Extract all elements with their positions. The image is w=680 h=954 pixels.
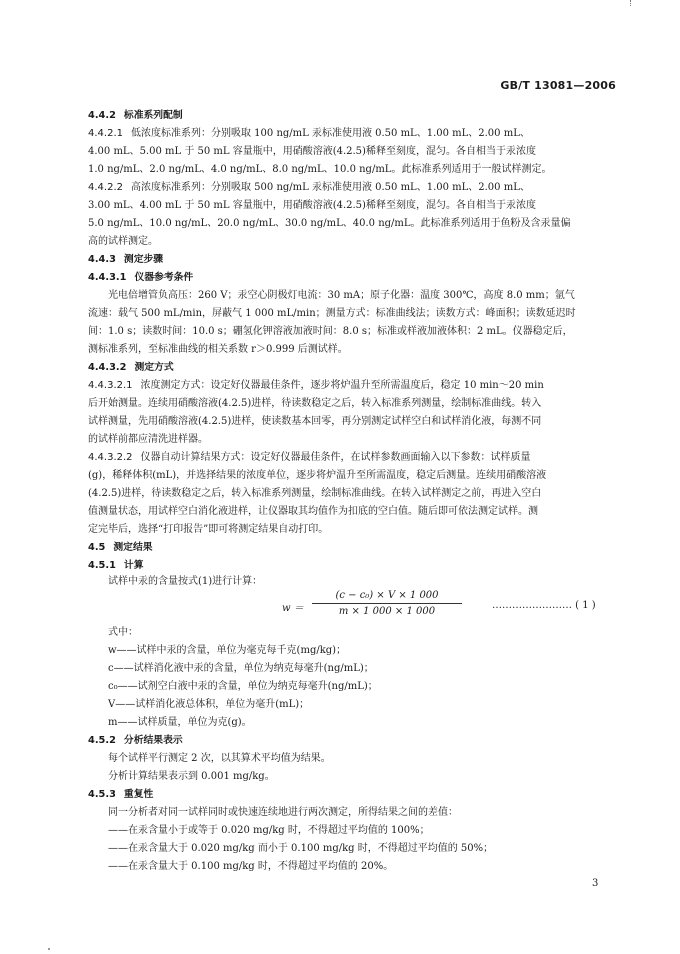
paragraph-line: 同一分析者对同一试样同时或快速连续地进行两次测定，所得结果之间的差值： <box>108 807 458 818</box>
section-title: 重复性 <box>123 789 154 800</box>
definition-line: V——试样消化液总体积，单位为毫升(mL)； <box>108 699 310 710</box>
section-number: 4.5.1 <box>88 560 116 571</box>
paragraph-line: 1.0 ng/mL、2.0 ng/mL、4.0 ng/mL、8.0 ng/mL、10.0 ng/mL。此标准系列适用于一般试样测定。 <box>88 164 552 175</box>
section-number: 4.4.3.1 <box>88 272 127 283</box>
definition-line: m——试样质量，单位为克(g)。 <box>108 717 252 728</box>
section-title: 测定方式 <box>134 362 174 373</box>
scan-dot <box>48 948 50 950</box>
page-number: 3 <box>592 878 599 889</box>
section-title: 测定结果 <box>113 542 153 553</box>
paragraph-line <box>88 128 608 140</box>
paragraph-line <box>88 380 608 392</box>
paragraph-line: 3.00 mL、4.00 mL 于 50 mL 容量瓶中，用硝酸溶液(4.2.5)稀释至刻度，混匀。各自相当于汞浓度 <box>88 200 536 211</box>
paragraph-line: 5.0 ng/mL、10.0 ng/mL、20.0 ng/mL、30.0 ng/mL、40.0 ng/mL。此标准系列适用于鱼粉及含汞量偏 <box>88 218 571 229</box>
definition-line: w——试样中汞的含量，单位为毫克每千克(mg/kg)； <box>108 645 347 656</box>
paragraph-line: (4.2.5)进样，待读数稳定之后，转入标准系列测量，绘制标准曲线。在转入试样测定之前，再进入空白 <box>88 488 542 499</box>
definition-line: c₀——试剂空白液中汞的含量，单位为纳克每毫升(ng/mL)； <box>108 681 378 692</box>
list-item: ——在汞含量大于 0.020 mg/kg 而小于 0.100 mg/kg 时，不得超过平均值的 50%； <box>108 843 494 854</box>
paragraph-line: 流速：载气 500 mL/min，屏蔽气 1 000 mL/min；测量方式：标准曲线法；读数方式：峰面积；读数延迟时 <box>88 308 576 319</box>
paragraph-line: 测标准系列，至标准曲线的相关系数 r＞0.999 后测试样。 <box>88 344 348 355</box>
formula-lhs: w ＝ <box>282 603 304 614</box>
formula-numerator: (c − c₀) × V × 1 000 <box>312 590 462 604</box>
paragraph-line: 高的试样测定。 <box>88 236 158 247</box>
equation-number: …………………… ( 1 ) <box>492 600 596 611</box>
section-heading-4-5 <box>88 542 608 554</box>
section-heading-4-4-2 <box>88 110 608 122</box>
section-title: 测定步骤 <box>123 254 164 265</box>
paragraph-line <box>88 182 608 194</box>
paragraph-line <box>88 452 608 464</box>
section-heading-4-4-3-2 <box>88 362 608 374</box>
list-item: ——在汞含量小于或等于 0.020 mg/kg 时，不得超过平均值的 100%； <box>108 825 430 836</box>
section-title: 仪器参考条件 <box>134 272 194 283</box>
corner-mark <box>630 0 637 6</box>
paragraph-line: 值测量状态，用试样空白消化液进样，让仪器取其均值作为扣底的空白值。随后即可依法测定试样。测 <box>88 506 538 517</box>
list-item: ——在汞含量大于 0.100 mg/kg 时，不得超过平均值的 20%。 <box>108 861 394 872</box>
section-heading-4-4-3 <box>88 254 608 266</box>
section-number: 4.5.3 <box>88 789 116 800</box>
section-heading-4-5-3 <box>88 789 608 801</box>
paragraph-line: 4.00 mL、5.00 mL 于 50 mL 容量瓶中，用硝酸溶液(4.2.5)稀释至刻度，混匀。各自相当于汞浓度 <box>88 146 536 157</box>
section-heading-4-4-3-1 <box>88 272 608 284</box>
section-title: 计算 <box>123 560 144 571</box>
paragraph-line: 后开始测量。连续用硝酸溶液(4.2.5)进样，待读数稳定之后，转入标准系列测量，绘制标准曲线。转入 <box>88 398 542 409</box>
section-number: 4.5.2 <box>88 735 116 746</box>
paragraph-line: 每个试样平行测定 2 次，以其算术平均值为结果。 <box>108 753 331 764</box>
section-heading-4-5-2 <box>88 735 608 747</box>
where-label: 式中： <box>108 627 138 638</box>
paragraph-line: 试样中汞的含量按式(1)进行计算： <box>108 576 263 587</box>
paragraph-line: 的试样前都应清洗进样器。 <box>88 434 208 445</box>
section-number: 4.4.3.2.1 <box>88 380 133 391</box>
text: 低浓度标准系列：分别吸取 100 ng/mL 汞标准使用液 0.50 mL、1.00 mL、2.00 mL、 <box>131 128 530 139</box>
paragraph-line: 分析计算结果表示到 0.001 mg/kg。 <box>108 771 275 782</box>
text: 浓度测定方式：设定好仪器最佳条件，逐步将炉温升至所需温度后，稳定 10 min～20 min <box>140 380 544 391</box>
section-number: 4.4.2.2 <box>88 182 123 193</box>
text: 高浓度标准系列：分别吸取 500 ng/mL 汞标准使用液 0.50 mL、1.00 mL、2.00 mL、 <box>131 182 530 193</box>
paragraph-line: (g)，稀释体积(mL)，并选择结果的浓度单位，逐步将炉温升至所需温度，稳定后测量。连续用硝酸溶液 <box>88 470 547 481</box>
section-number: 4.4.2.1 <box>88 128 123 139</box>
paragraph-line: 间：1.0 s；读数时间：10.0 s；硼氢化钾溶液加液时间：8.0 s；标准或样液加液体积：2 mL。仪器稳定后， <box>88 326 573 337</box>
text: 仪器自动计算结果方式：设定好仪器最佳条件，在试样参数画面输入以下参数：试样质量 <box>140 452 531 463</box>
section-title: 分析结果表示 <box>123 735 183 746</box>
section-number: 4.4.3 <box>88 254 116 265</box>
paragraph-line: 光电倍增管负高压：260 V；汞空心阴极灯电流：30 mA；原子化器：温度 300℃，高度 8.0 mm；氩气 <box>108 290 575 301</box>
standard-code: GB/T 13081—2006 <box>500 79 616 92</box>
section-title: 标准系列配制 <box>123 110 183 121</box>
definition-line: c——试样消化液中汞的含量，单位为纳克每毫升(ng/mL)； <box>108 663 374 674</box>
paragraph-line: 试样测量，先用硝酸溶液(4.2.5)进样，使读数基本回零，再分别测定试样空白和试样消化液，每测不同 <box>88 416 542 427</box>
formula-1 <box>282 590 462 617</box>
paragraph-line: 定完毕后，选择“打印报告”即可将测定结果自动打印。 <box>88 524 329 535</box>
section-number: 4.4.2 <box>88 110 116 121</box>
section-number: 4.4.3.2.2 <box>88 452 133 463</box>
formula-denominator: m × 1 000 × 1 000 <box>338 606 436 617</box>
section-number: 4.5 <box>88 542 106 553</box>
section-number: 4.4.3.2 <box>88 362 127 373</box>
section-heading-4-5-1 <box>88 560 608 572</box>
